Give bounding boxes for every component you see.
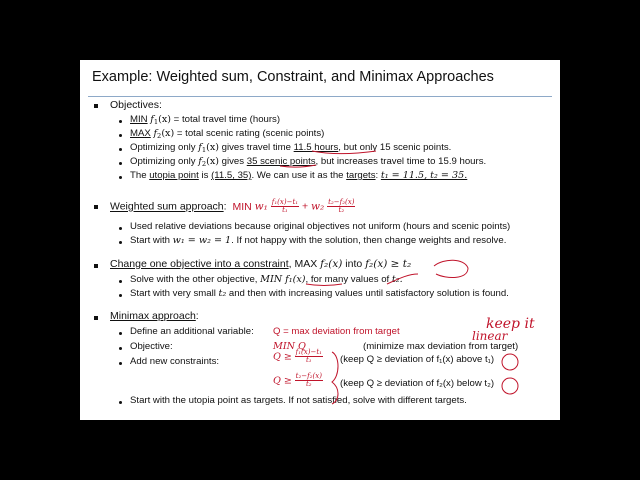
ink-note-line2: linear xyxy=(472,329,508,343)
ink-underline-scenic xyxy=(280,165,316,167)
objectives-heading: Objectives: xyxy=(110,99,162,111)
constraint-note-1: Solve with the other objective, MIN f₁(x), for many values of t₂. xyxy=(130,274,403,285)
minimax-heading: Minimax approach: xyxy=(110,310,199,322)
ink-underline-travel-time xyxy=(312,151,376,154)
ink-note-line1: keep it xyxy=(486,316,535,332)
optimize-f2-line: Optimizing only $f_2(x)$ gives 35 scenic points, but increases travel time to 15.9 hours. xyxy=(130,156,487,168)
objective-f2: MAX $f_2(x)$ = total scenic rating (scenic points) xyxy=(130,128,325,140)
ink-underline-min-f1 xyxy=(306,284,342,286)
objective-f1: MIN $f_1(x)$ = total travel time (hours) xyxy=(130,114,281,126)
utopia-line: The utopia point is (11.5, 35). We can use it as the targets: t₁ = 11.5, t₂ = 35. xyxy=(130,170,468,181)
minimax-constraint-2: Q ≥ $\frac{\text{t₂−f₂(x)}}{\text{t₂}}$ xyxy=(273,372,322,389)
constraint-heading: Change one objective into a constraint, MAX f₂(x) into f₂(x) ≥ t₂ xyxy=(110,258,412,270)
minimax-constraint-1: Q ≥ $\frac{\text{f₁(x)−t₁}}{\text{t₁}}$ xyxy=(273,348,322,365)
constraint-note-2: Start with very small t₂ and then with increasing values until satisfactory solution is found. xyxy=(130,288,509,299)
minimax-objective-note: (minimize max deviation from target) xyxy=(363,341,519,352)
minimax-constraint-1-note: (keep Q ≥ deviation of f₁(x) above t₁) xyxy=(340,354,495,365)
weighted-note-1: Used relative deviations because original objectives not uniform (hours and scenic points) xyxy=(130,221,511,232)
ink-annotations xyxy=(80,60,560,420)
ink-circle-t2-below xyxy=(502,378,518,394)
minimax-define-label: Define an additional variable: xyxy=(130,326,254,337)
weight-fraction-1: $\frac{\text{f₁(x)−t₁}}{\text{t₁}}$ xyxy=(271,198,299,215)
minimax-start-note: Start with the utopia point as targets. If not satisfied, solve with different targets. xyxy=(130,395,467,406)
minimax-objective-label: Objective: xyxy=(130,341,173,352)
ink-brace xyxy=(332,352,338,404)
minimax-define-value: Q = max deviation from target xyxy=(273,326,400,337)
ink-circle-t2 xyxy=(434,260,468,277)
ink-circle-t1 xyxy=(502,354,518,370)
ink-underline-t2 xyxy=(387,274,418,284)
minimax-constraints-label: Add new constraints: xyxy=(130,356,220,367)
weighted-note-2: Start with w₁ = w₂ = 1. If not happy with the solution, then change weights and resolve. xyxy=(130,235,507,246)
slide-title: Example: Weighted sum, Constraint, and Minimax Approaches xyxy=(92,69,494,85)
optimize-f1-line: Optimizing only $f_1(x)$ gives travel time 11.5 hours, but only 15 scenic points. xyxy=(130,142,452,154)
weighted-sum-heading: Weighted sum approach: MIN w₁ $\frac{\text{f₁(x)−t₁}}{\text{t₁}}$ + w₂ $\frac{\text{t₂−f₂(x)}}{\text{t₂}}$ xyxy=(110,198,355,215)
minimax-objective-value: MIN Q xyxy=(273,341,306,352)
weight-fraction-2: $\frac{\text{t₂−f₂(x)}}{\text{t₂}}$ xyxy=(328,198,355,215)
minimax-constraint-2-note: (keep Q ≥ deviation of f₂(x) below t₂) xyxy=(340,378,495,389)
slide xyxy=(80,60,560,420)
